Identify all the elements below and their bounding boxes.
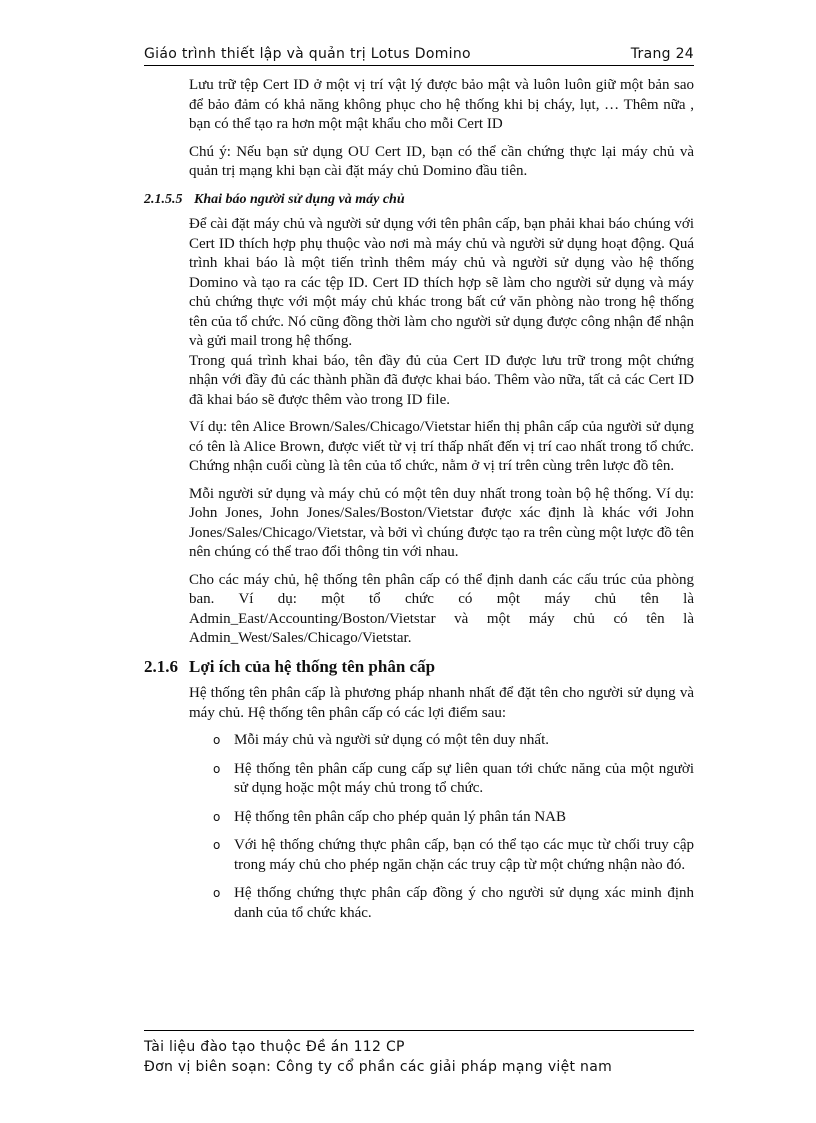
intro-block — [189, 76, 694, 182]
paragraph: Hệ thống tên phân cấp là phương pháp nhanh nhất để đặt tên cho người sử dụng và máy chủ. Hệ thống tên phân cấp có các lợi điểm sau: — [189, 685, 694, 721]
list-item: o Mỗi máy chủ và người sử dụng có một tên duy nhất. — [189, 731, 694, 751]
paragraph: Lưu trữ tệp Cert ID ở một vị trí vật lý được bảo mật và luôn luôn giữ một bản sao để bảo đảm có khả năng không phục cho hệ thống khi bị cháy, lụt, … Thêm nữa , bạn có thể tạo ra hơn một mật khẩu cho mỗi Cert ID — [189, 77, 694, 132]
bullet-icon: o — [213, 838, 221, 852]
footer-line: Đơn vị biên soạn: Công ty cổ phần các giải pháp mạng việt nam — [144, 1059, 613, 1075]
section-heading-2155 — [144, 190, 694, 210]
paragraph: Để cài đặt máy chủ và người sử dụng với tên phân cấp, bạn phải khai báo chúng với Cert ID thích hợp phụ thuộc vào nơi mà máy chủ và người sử dụng hoạt động. Quá trình khai báo là một tiến trình thêm máy chủ và người sử dụng vào hệ thống Domino và tạo ra các tệp ID. Cert ID thích hợp sẽ làm cho người sử dụng và máy chủ chứng thực với một máy chủ khác trong bất cứ văn phòng nào trong hệ thống tên của tổ chức. Nó cũng đồng thời làm cho người sử dụng được công nhận để nhận và gửi mail trong hệ thống. — [189, 216, 694, 349]
list-item: o Hệ thống tên phân cấp cung cấp sự liên quan tới chức năng của một người sử dụng hoặc một máy chủ trong tổ chức. — [213, 760, 694, 796]
section-heading-216 — [144, 657, 694, 677]
bullet-icon: o — [213, 809, 221, 824]
bullet-icon: o — [213, 733, 221, 747]
paragraph: Ví dụ: tên Alice Brown/Sales/Chicago/Vietstar hiển thị phân cấp của người sử dụng có tên là Alice Brown, được viết từ vị trí thấp nhất đến vị trí cao nhất trong tổ chức. Chứng nhận cuối cùng là tên của tổ chức, nằm ở vị trí trên cùng trên lược đồ tên. — [189, 419, 694, 474]
page-header — [144, 46, 694, 66]
paragraph: Chú ý: Nếu bạn sử dụng OU Cert ID, bạn có thể cần chứng thực lại máy chủ và quản trị mạng khi bạn cài đặt máy chủ Domino đầu tiên. — [189, 143, 694, 179]
section-body-216 — [189, 684, 694, 723]
page-footer — [144, 1030, 694, 1077]
page-number: Trang 24 — [630, 46, 694, 62]
bullet-icon: o — [213, 886, 221, 900]
bullet-icon: o — [213, 761, 221, 776]
paragraph: Mỗi người sử dụng và máy chủ có một tên duy nhất trong toàn bộ hệ thống. Ví dụ: John Jones, John Jones/Sales/Boston/Vietstar được xác định là khác với John Jones/Sales/Chicago/Vietstar, và bởi vì chúng được tạo ra trên cùng một lược đồ tên nên chúng có thể trao đổi thông tin với nhau. — [189, 485, 694, 560]
paragraph: Trong quá trình khai báo, tên đầy đủ của Cert ID được lưu trữ trong một chứng nhận với đầy đủ các thành phần đã được khai báo. Thêm vào nữa, tất cả các Cert ID đã khai báo sẽ được thêm vào trong ID file. — [189, 352, 694, 408]
footer-line: Tài liệu đào tạo thuộc Đề án 112 CP — [144, 1039, 405, 1055]
page-content — [144, 76, 694, 932]
section-body-2155 — [189, 215, 694, 649]
benefits-list — [144, 731, 694, 923]
paragraph: Cho các máy chủ, hệ thống tên phân cấp có thể định danh các cấu trúc của phòng ban. Ví dụ: một tổ chức có một máy chủ tên là Admin_East/Accounting/Boston/Vietstar và một máy chủ có tên là Admin_West/Sales/Chicago/Vietstar. — [189, 571, 694, 646]
section-number: 2.1.5.5 — [144, 191, 183, 207]
document-title: Giáo trình thiết lập và quản trị Lotus Domino — [144, 46, 471, 62]
section-title: Khai báo người sử dụng và máy chủ — [194, 191, 405, 207]
list-item: o Hệ thống tên phân cấp cho phép quản lý phân tán NAB — [189, 808, 694, 828]
list-item: o Với hệ thống chứng thực phân cấp, bạn có thể tạo các mục từ chối truy cập trong máy chủ cho phép ngăn chặn các truy cập từ một chứng nhận nào đó. — [213, 837, 694, 873]
list-item: o Hệ thống chứng thực phân cấp đồng ý cho người sử dụng xác minh định danh của tổ chức khác. — [213, 885, 694, 921]
section-number: 2.1.6 — [144, 656, 178, 676]
section-title: Lợi ích của hệ thống tên phân cấp — [189, 656, 436, 676]
